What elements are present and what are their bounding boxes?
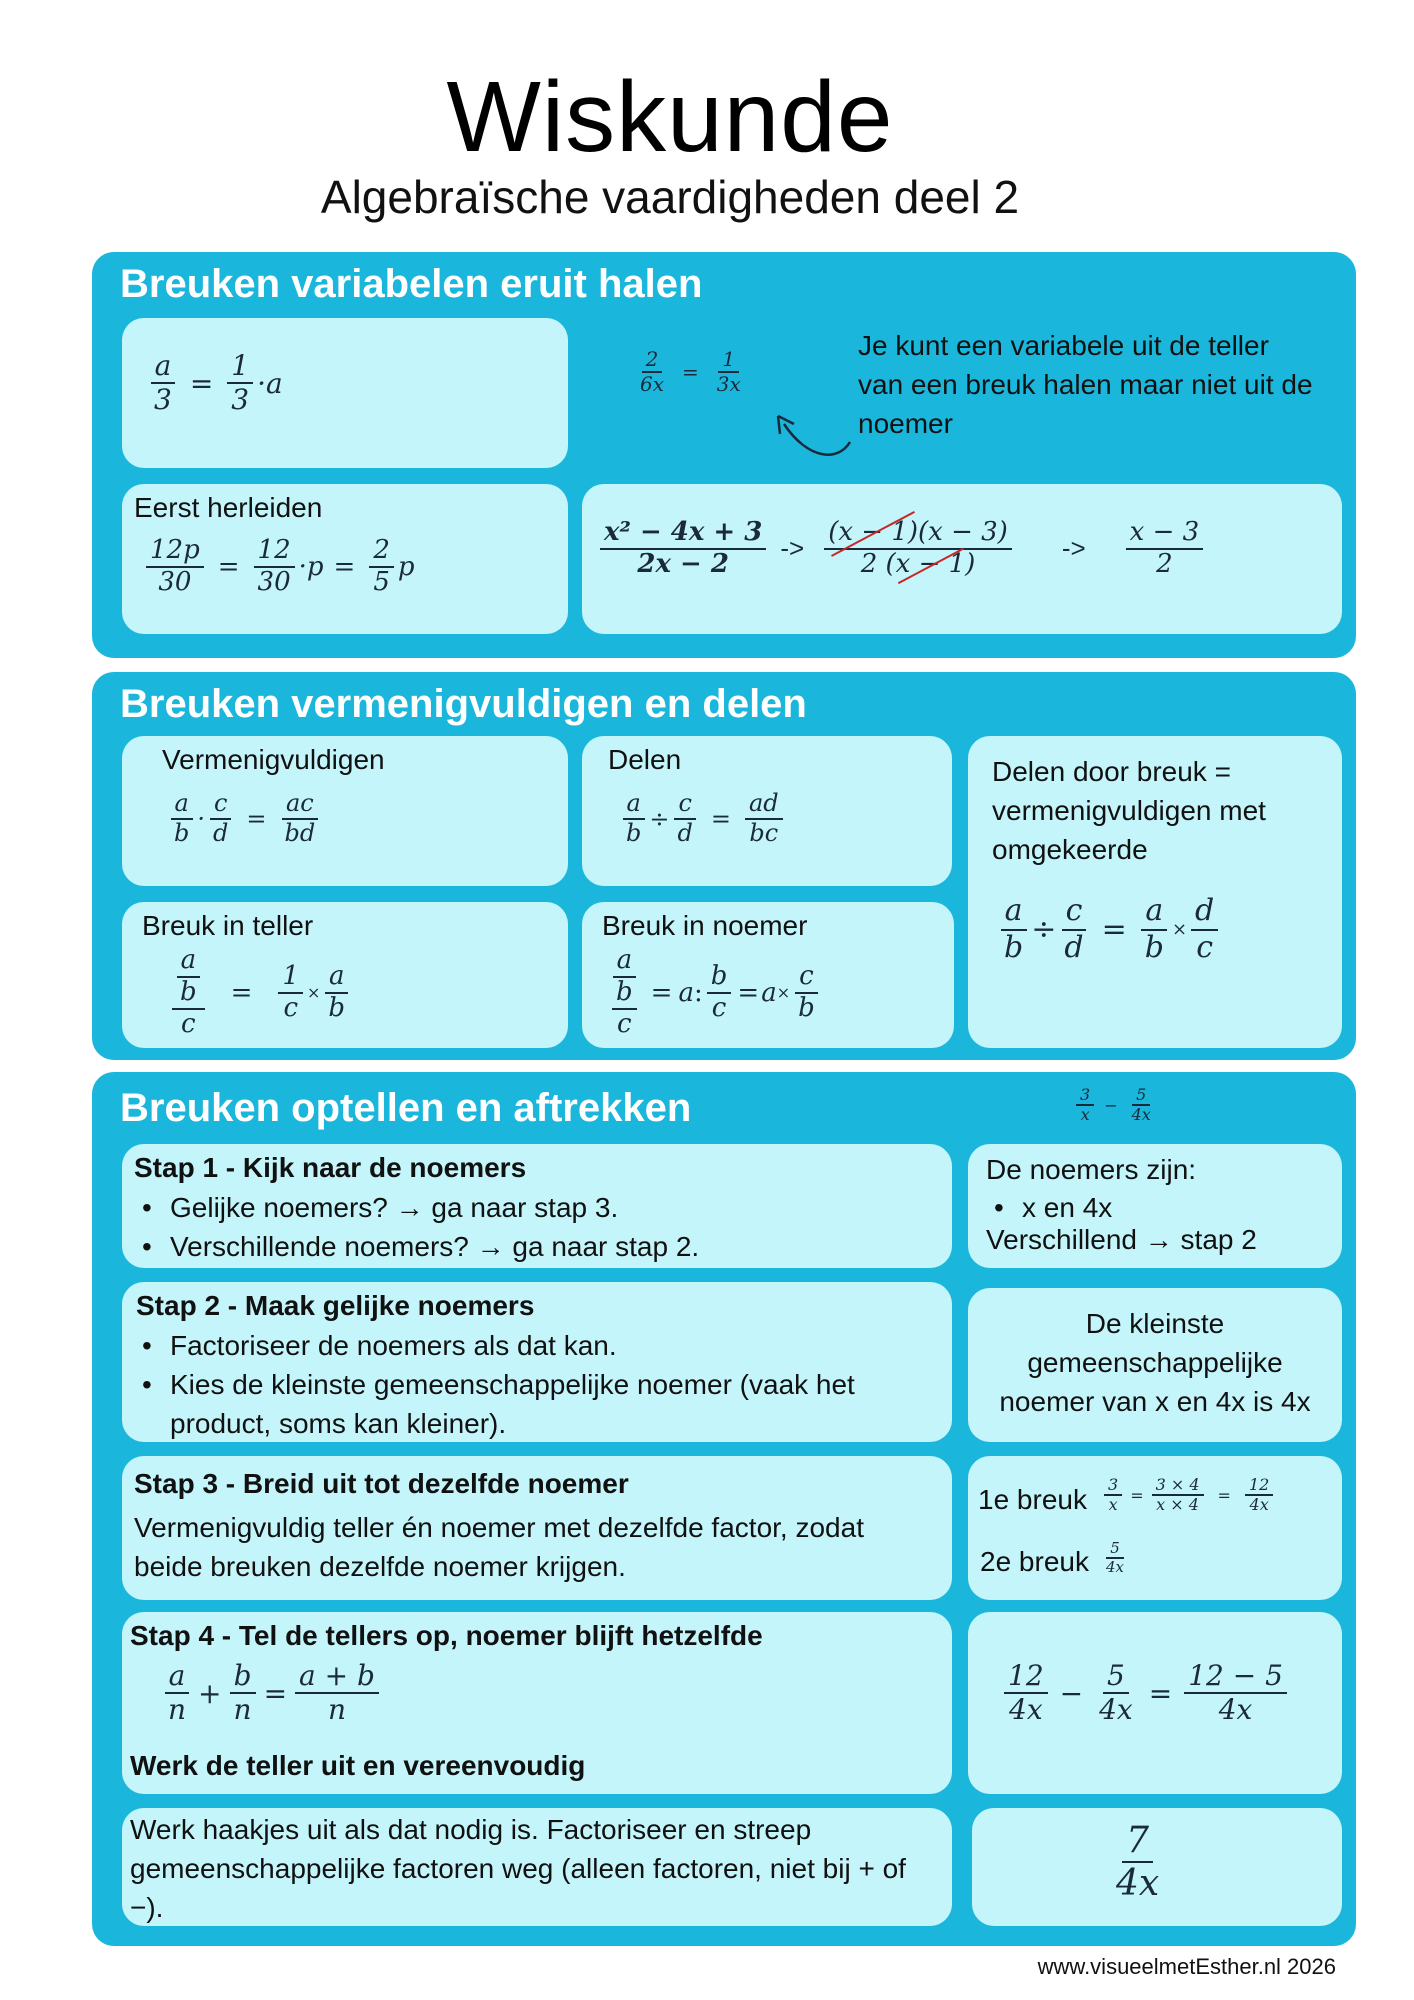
stap-3-text: Vermenigvuldig teller én noemer met dezelfde factor, zodat beide breuken dezelfde noemer krijgen. bbox=[134, 1512, 864, 1582]
card-stap-3-voorbeeld bbox=[968, 1456, 1342, 1600]
formula-12-min-5: $\frac{12}{4x}$ − $\frac{5}{4x}$ = $\frac{12 - 5}{4x}$ bbox=[1000, 1660, 1291, 1726]
formula-12p-over-30: $\frac{12p}{30}$ = $\frac{12}{30}$ ·p = $\frac{2}{5}$ p bbox=[142, 536, 415, 598]
noemers-list bbox=[986, 1188, 1112, 1227]
label-eerst-herleiden: Eerst herleiden bbox=[134, 492, 323, 523]
stap-1-list bbox=[134, 1188, 934, 1266]
formula-breuk-in-teller: $\frac{\frac{a}{b}}{c}$ = $\frac{1}{c}$ × $\frac{a}{b}$ bbox=[168, 946, 353, 1040]
card-stap-1 bbox=[122, 1144, 952, 1268]
stap-2-title: Stap 2 - Maak gelijke noemers bbox=[136, 1290, 535, 1321]
formula-1e-breuk: $\frac{3}{x}$ = $\frac{3 \times 4}{x \times 4}$ = $\frac{12}{4x}$ bbox=[1100, 1476, 1277, 1515]
list-item: • x en 4x bbox=[986, 1188, 1112, 1227]
text-kleinste-noemer: De kleinste gemeenschappelijke noemer van x en 4x is 4x bbox=[999, 1308, 1311, 1417]
label-2e-breuk: 2e breuk bbox=[980, 1546, 1089, 1577]
card-stap-4 bbox=[122, 1612, 952, 1794]
note-teller-noemer: Je kunt een variabele uit de teller van een breuk halen maar niet uit de noemer bbox=[858, 330, 1313, 439]
formula-antwoord: $\frac{7}{4x}$ bbox=[1116, 1820, 1160, 1905]
section-optellen bbox=[92, 1072, 1356, 1946]
footer-credit: www.visueelmetEsther.nl 2026 bbox=[1037, 1954, 1336, 1979]
formula-tellers-optellen: $\frac{a}{n}$ + $\frac{b}{n}$ = $\frac{a + b}{n}$ bbox=[160, 1660, 383, 1726]
formula-2e-breuk: $\frac{5}{4x}$ bbox=[1106, 1539, 1125, 1577]
label-1e-breuk: 1e breuk bbox=[978, 1484, 1087, 1515]
card-breuk-in-teller bbox=[122, 902, 568, 1048]
formula-a-over-3: $\frac{a}{3}$ = $\frac{1}{3}$ ·a bbox=[146, 350, 283, 416]
label-breuk-in-teller: Breuk in teller bbox=[142, 910, 314, 941]
stap-1-title: Stap 1 - Kijk naar de noemers bbox=[134, 1152, 527, 1183]
card-omgekeerde bbox=[968, 736, 1342, 1048]
list-item: • Kies de kleinste gemeenschappelijke noemer (vaak het product, soms kan kleiner). bbox=[134, 1365, 924, 1443]
card-stap-4-voorbeeld bbox=[968, 1612, 1342, 1794]
stap-4-subtitle: Werk de teller uit en vereenvoudig bbox=[130, 1750, 586, 1781]
card-eerst-herleiden bbox=[122, 484, 568, 634]
text-verschillend: Verschillend → stap 2 bbox=[986, 1224, 1257, 1255]
text-noemers-zijn: De noemers zijn: bbox=[986, 1154, 1197, 1185]
section-title: Breuken vermenigvuldigen en delen bbox=[120, 682, 807, 726]
page-subtitle: Algebraïsche vaardigheden deel 2 bbox=[320, 171, 1020, 223]
curved-arrow-icon bbox=[768, 402, 858, 462]
label-delen: Delen bbox=[608, 744, 682, 775]
card-delen bbox=[582, 736, 952, 886]
formula-breuk-in-noemer: $\frac{a}{\frac{b}{c}}$ = a : $\frac{b}{c}$ = a × $\frac{c}{b}$ bbox=[604, 946, 823, 1040]
card-antwoord bbox=[972, 1808, 1342, 1926]
stap-4-title: Stap 4 - Tel de tellers op, noemer blijft hetzelfde bbox=[130, 1620, 763, 1651]
formula-factoriseren: $\frac{\text{x² − 4x + 3}}{2x - 2}$ -> $\frac{(x - 1)(x - 3)}{2 (x - 1)}$ -> $\frac{x - 3}{2}$ bbox=[596, 518, 1207, 580]
card-stap-2 bbox=[122, 1282, 952, 1442]
example-2-over-6x: $\frac{2}{6x}$ = $\frac{1}{3x}$ bbox=[640, 347, 741, 396]
card-vermenigvuldigen bbox=[122, 736, 568, 886]
label-vermenigvuldigen: Vermenigvuldigen bbox=[162, 744, 385, 775]
formula-delen: $\frac{a}{b}$ ÷ $\frac{c}{d}$ = $\frac{ad}{bc}$ bbox=[618, 790, 787, 847]
card-factoriseren bbox=[582, 484, 1342, 634]
label-breuk-in-noemer: Breuk in noemer bbox=[602, 910, 808, 941]
section-title: Breuken optellen en aftrekken bbox=[120, 1086, 692, 1130]
list-item: • Factoriseer de noemers als dat kan. bbox=[134, 1326, 924, 1365]
section-variabelen bbox=[92, 252, 1356, 658]
card-stap-2-voorbeeld bbox=[968, 1288, 1342, 1442]
card-stap-1-voorbeeld bbox=[968, 1144, 1342, 1268]
card-a-over-3 bbox=[122, 318, 568, 468]
list-item: • Verschillende noemers? → ga naar stap 2. bbox=[134, 1227, 934, 1266]
formula-omgekeerde: $\frac{a}{b}$ ÷ $\frac{c}{d}$ = $\frac{a}{b}$ × $\frac{d}{c}$ bbox=[996, 894, 1222, 965]
example-3-over-x-min-5-over-4x: $\frac{3}{x}$ − $\frac{5}{4x}$ bbox=[1072, 1086, 1159, 1125]
text-delen-door-breuk: Delen door breuk = vermenigvuldigen met omgekeerde bbox=[992, 756, 1266, 865]
section-title: Breuken variabelen eruit halen bbox=[120, 262, 703, 306]
card-stap-3 bbox=[122, 1456, 952, 1600]
text-vereenvoudigen: Werk haakjes uit als dat nodig is. Factoriseer en streep gemeenschappelijke factoren weg (alleen factoren, niet bij + of −). bbox=[130, 1814, 906, 1923]
page-title: Wiskunde bbox=[446, 61, 894, 173]
stap-3-title: Stap 3 - Breid uit tot dezelfde noemer bbox=[134, 1468, 629, 1499]
card-breuk-in-noemer bbox=[582, 902, 954, 1048]
section-vermenigvuldigen bbox=[92, 672, 1356, 1060]
stap-2-list bbox=[134, 1326, 924, 1443]
formula-vermenigvuldigen: $\frac{a}{b}$ · $\frac{c}{d}$ = $\frac{ac}{bd}$ bbox=[166, 790, 323, 847]
list-item: • Gelijke noemers? → ga naar stap 3. bbox=[134, 1188, 934, 1227]
card-vereenvoudigen bbox=[122, 1808, 952, 1926]
